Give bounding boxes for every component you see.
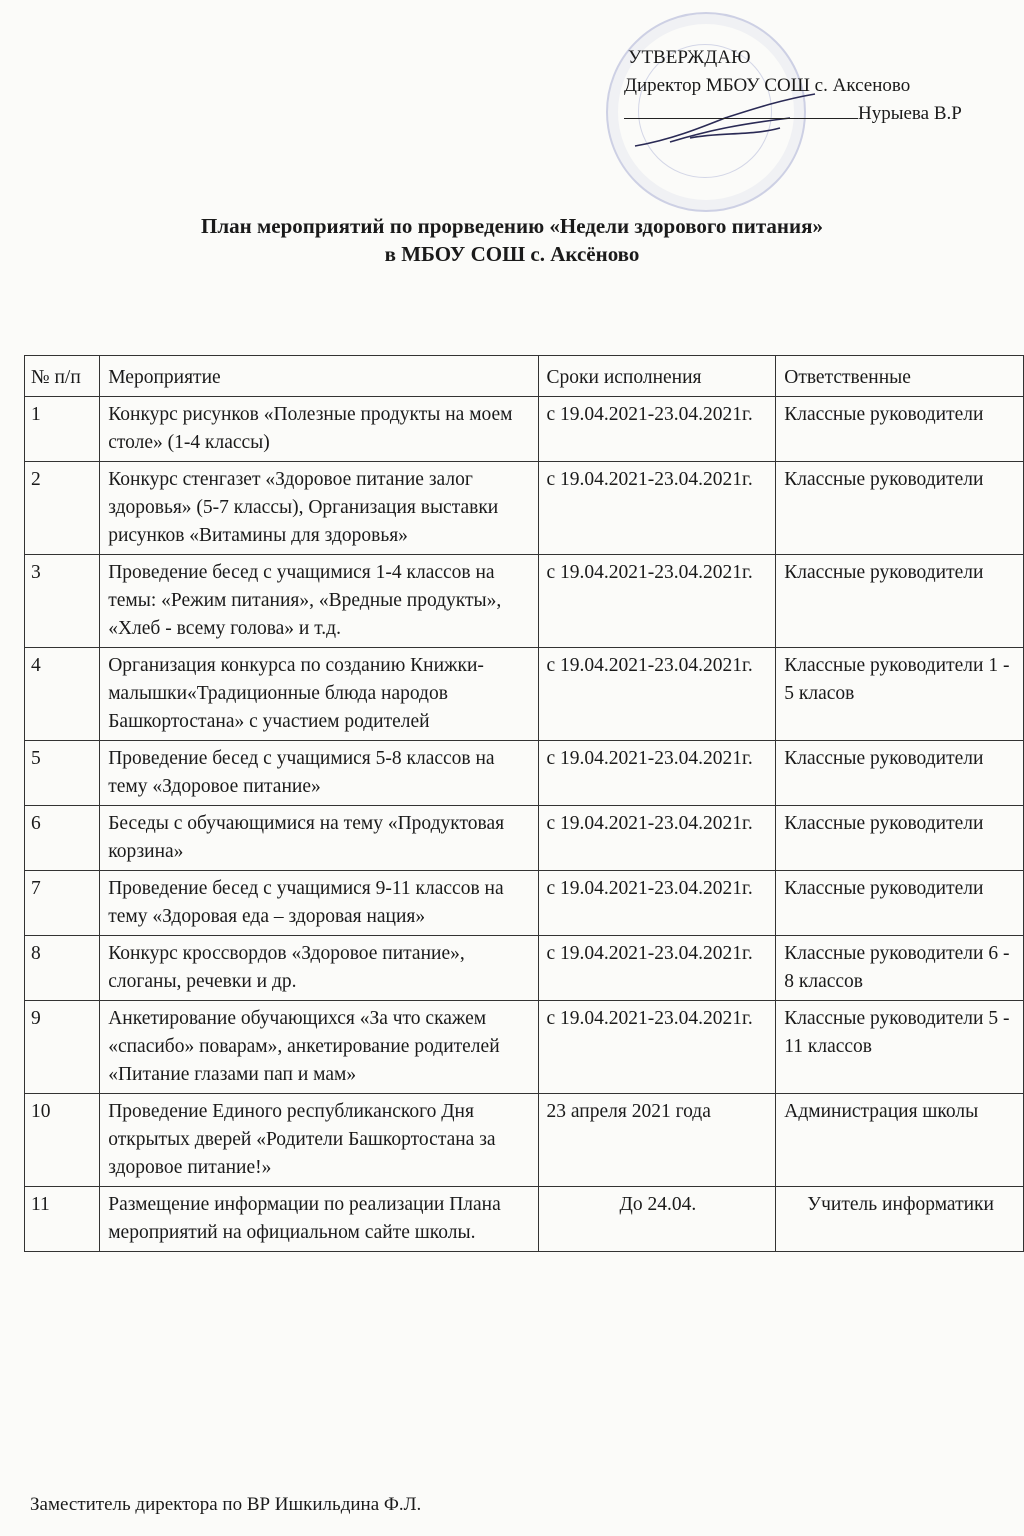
row-responsible: Учитель информатики: [776, 1187, 1024, 1252]
row-event: Проведение бесед с учащимися 5-8 классов на тему «Здоровое питание»: [100, 741, 538, 806]
director-name: Нурыева В.Р: [858, 103, 962, 124]
row-responsible: Администрация школы: [776, 1094, 1024, 1187]
signature-line: [624, 100, 858, 119]
row-dates: с 19.04.2021-23.04.2021г.: [538, 936, 776, 1001]
row-event: Проведение бесед с учащимися 1-4 классов на темы: «Режим питания», «Вредные продукты», «Хлеб - всему голова» и т.д.: [100, 555, 538, 648]
row-event: Размещение информации по реализации Плана мероприятий на официальном сайте школы.: [100, 1187, 538, 1252]
row-dates: с 19.04.2021-23.04.2021г.: [538, 741, 776, 806]
table-row: [25, 871, 1024, 936]
events-table: [24, 355, 1024, 1252]
row-event: Конкурс рисунков «Полезные продукты на моем столе» (1-4 классы): [100, 397, 538, 462]
header-event: Мероприятие: [100, 356, 538, 397]
header-number: № п/п: [25, 356, 100, 397]
row-number: 8: [25, 936, 100, 1001]
row-event: Проведение Единого республиканского Дня открытых дверей «Родители Башкортостана за здоровое питание!»: [100, 1094, 538, 1187]
row-dates: с 19.04.2021-23.04.2021г.: [538, 871, 776, 936]
row-number: 3: [25, 555, 100, 648]
header-dates: Сроки исполнения: [538, 356, 776, 397]
title-line-1: План мероприятий по прорведению «Недели здорового питания»: [201, 214, 823, 238]
row-responsible: Классные руководители 1 - 5 класов: [776, 648, 1024, 741]
row-event: Конкурс кроссвордов «Здоровое питание», слоганы, речевки и др.: [100, 936, 538, 1001]
row-event: Проведение бесед с учащимися 9-11 классов на тему «Здоровая еда – здоровая нация»: [100, 871, 538, 936]
row-responsible: Классные руководители 5 - 11 классов: [776, 1001, 1024, 1094]
row-dates: с 19.04.2021-23.04.2021г.: [538, 555, 776, 648]
header-responsible: Ответственные: [776, 356, 1024, 397]
director-position: Директор МБОУ СОШ с. Аксеново: [624, 75, 911, 96]
row-event: Анкетирование обучающихся «За что скажем «спасибо» поварам», анкетирование родителей «Питание глазами пап и мам»: [100, 1001, 538, 1094]
row-event: Беседы с обучающимися на тему «Продуктовая корзина»: [100, 806, 538, 871]
table-row: [25, 1001, 1024, 1094]
row-number: 6: [25, 806, 100, 871]
table-row: [25, 936, 1024, 1001]
signature-row: [624, 100, 962, 128]
table-row: [25, 1094, 1024, 1187]
table-row: [25, 1187, 1024, 1252]
row-responsible: Классные руководители: [776, 741, 1024, 806]
table-header-row: [25, 356, 1024, 397]
row-responsible: Классные руководители: [776, 555, 1024, 648]
row-responsible: Классные руководители: [776, 397, 1024, 462]
row-responsible: Классные руководители 6 - 8 классов: [776, 936, 1024, 1001]
table-row: [25, 648, 1024, 741]
row-number: 9: [25, 1001, 100, 1094]
table-row: [25, 555, 1024, 648]
row-number: 11: [25, 1187, 100, 1252]
row-dates: с 19.04.2021-23.04.2021г.: [538, 462, 776, 555]
title-line-2: в МБОУ СОШ с. Аксёново: [384, 242, 640, 266]
footer-signer: Заместитель директора по ВР Ишкильдина Ф.Л.: [30, 1494, 422, 1515]
approval-block: [624, 44, 962, 128]
row-number: 10: [25, 1094, 100, 1187]
row-dates: с 19.04.2021-23.04.2021г.: [538, 806, 776, 871]
row-number: 2: [25, 462, 100, 555]
table-row: [25, 462, 1024, 555]
row-dates: с 19.04.2021-23.04.2021г.: [538, 1001, 776, 1094]
row-number: 1: [25, 397, 100, 462]
row-dates: с 19.04.2021-23.04.2021г.: [538, 397, 776, 462]
table-row: [25, 741, 1024, 806]
row-dates: До 24.04.: [538, 1187, 776, 1252]
row-responsible: Классные руководители: [776, 462, 1024, 555]
row-dates: 23 апреля 2021 года: [538, 1094, 776, 1187]
row-number: 4: [25, 648, 100, 741]
table-row: [25, 397, 1024, 462]
row-dates: с 19.04.2021-23.04.2021г.: [538, 648, 776, 741]
approve-word: УТВЕРЖДАЮ: [628, 47, 751, 68]
row-number: 7: [25, 871, 100, 936]
row-responsible: Классные руководители: [776, 806, 1024, 871]
row-number: 5: [25, 741, 100, 806]
document-title: [0, 212, 1024, 268]
row-event: Организация конкурса по созданию Книжки-малышки«Традиционные блюда народов Башкортостана» с участием родителей: [100, 648, 538, 741]
row-responsible: Классные руководители: [776, 871, 1024, 936]
table-row: [25, 806, 1024, 871]
row-event: Конкурс стенгазет «Здоровое питание залог здоровья» (5-7 классы), Организация выставки рисунков «Витамины для здоровья»: [100, 462, 538, 555]
